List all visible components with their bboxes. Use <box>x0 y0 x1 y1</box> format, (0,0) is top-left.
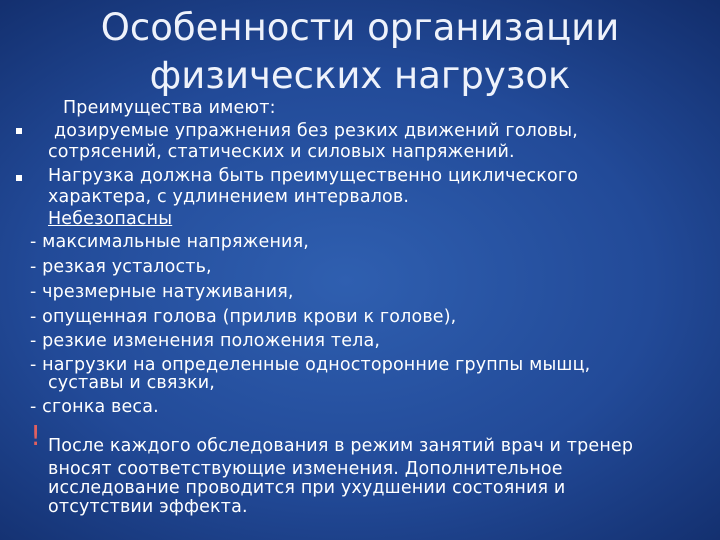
list-item: - нагрузки на определенные односторонние группы мышц, <box>30 355 591 375</box>
unsafe-header: Небезопасны <box>48 209 173 229</box>
note-line3: исследование проводится при ухудшении состояния и <box>48 478 566 498</box>
list-item-continuation: суставы и связки, <box>48 373 215 393</box>
list-item: - максимальные напряжения, <box>30 232 309 252</box>
bullet2-line2: характера, с удлинением интервалов. <box>48 187 410 207</box>
note-line4: отсутствии эффекта. <box>48 497 248 517</box>
title-line-1: Особенности организации <box>100 6 620 49</box>
bullet1-line1: дозируемые упражнения без резких движений головы, <box>54 121 578 141</box>
list-item: - сгонка веса. <box>30 397 159 417</box>
bullet-square-icon <box>16 128 22 134</box>
note-line1: После каждого обследования в режим занятий врач и тренер <box>48 436 634 456</box>
title-line-2: физических нагрузок <box>149 54 571 97</box>
note-line2: вносят соответствующие изменения. Дополнительное <box>48 459 563 479</box>
list-item: - опущенная голова (прилив крови к голове), <box>30 307 457 327</box>
exclamation-mark: ! <box>30 419 42 452</box>
list-item: - резкая усталость, <box>30 257 212 277</box>
bullet1-line2: сотрясений, статических и силовых напряжений. <box>48 142 515 162</box>
list-item: - резкие изменения положения тела, <box>30 331 381 351</box>
bullet2-line1: Нагрузка должна быть преимущественно циклического <box>48 166 579 186</box>
advantages-header: Преимущества имеют: <box>63 98 276 118</box>
list-item: - чрезмерные натуживания, <box>30 282 294 302</box>
bullet-square-icon <box>16 175 22 181</box>
